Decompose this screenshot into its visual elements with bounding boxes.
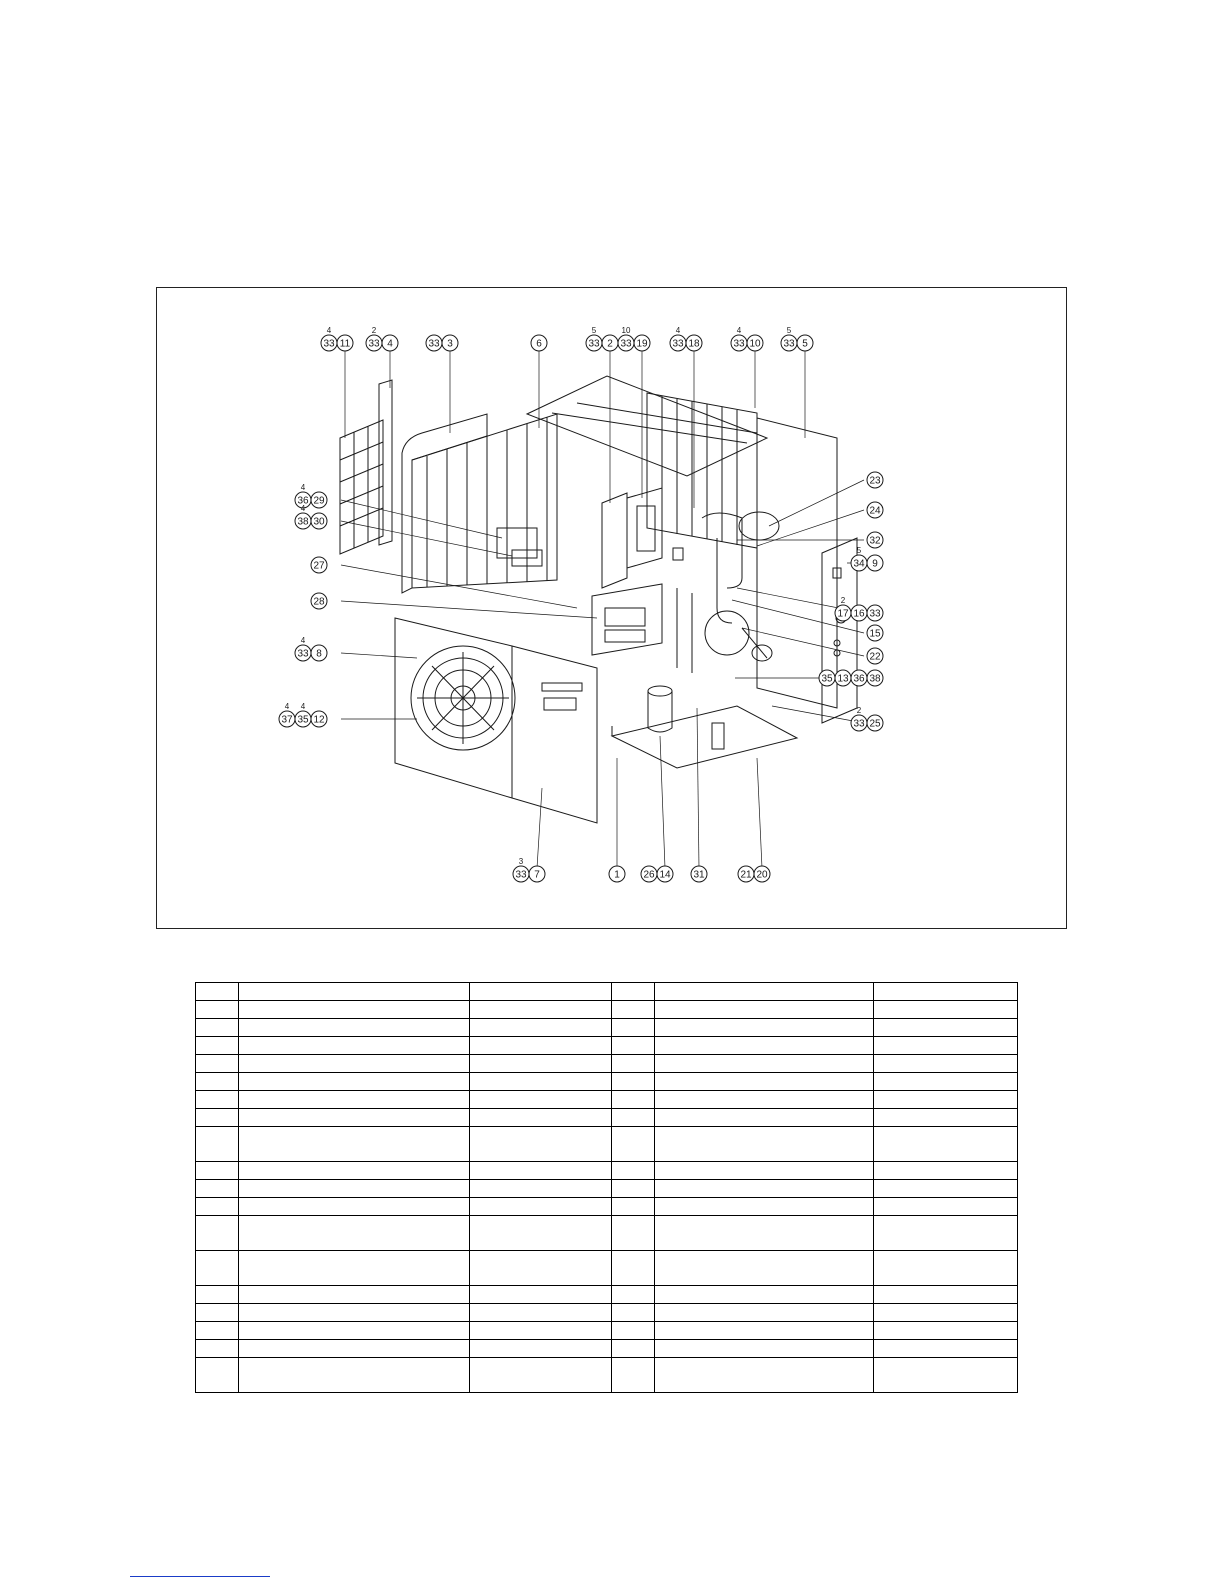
table-row: [196, 983, 1018, 1001]
callout-3-1-label: 3: [447, 338, 453, 350]
table-cell: [612, 1073, 655, 1091]
table-cell: [655, 1198, 874, 1216]
callout-12-0-label: 37: [281, 714, 293, 726]
callout-29-1-label: 29: [313, 495, 325, 507]
table-cell: [196, 1358, 239, 1393]
table-cell: [655, 1109, 874, 1127]
table-row: [196, 1037, 1018, 1055]
table-cell: [239, 1216, 470, 1251]
refrigerant-piping: [673, 512, 779, 673]
callout-8-0-label: 33: [297, 648, 309, 660]
front-access-panel: [512, 646, 597, 823]
table-row: [196, 1019, 1018, 1037]
table-cell: [239, 1037, 470, 1055]
table-cell: [655, 1037, 874, 1055]
table-cell: [874, 1216, 1018, 1251]
callout-9: [851, 546, 883, 571]
table-cell: [239, 1055, 470, 1073]
table-cell: [655, 1286, 874, 1304]
table-cell: [655, 1304, 874, 1322]
callout-29-0-label: 36: [297, 495, 309, 507]
callout-28: [311, 593, 327, 609]
table-cell: [874, 1251, 1018, 1286]
table-cell: [655, 1055, 874, 1073]
callout-13-3-label: 38: [869, 673, 881, 685]
callout-15: [867, 625, 883, 641]
table-cell: [874, 1286, 1018, 1304]
table-cell: [196, 1304, 239, 1322]
callout-5: [781, 326, 813, 351]
table-cell: [470, 1358, 612, 1393]
table-cell: [470, 1127, 612, 1162]
callout-31: [691, 866, 707, 882]
table-cell: [655, 1322, 874, 1340]
table-cell: [239, 1001, 470, 1019]
callout-29-0-qty: 4: [300, 483, 306, 492]
callout-1-0-label: 1: [614, 869, 620, 881]
table-cell: [655, 1340, 874, 1358]
callout-23-0-label: 23: [869, 475, 881, 487]
table-cell: [239, 1322, 470, 1340]
callout-16-0-label: 17: [837, 608, 849, 620]
callout-2-0-qty: 5: [591, 326, 597, 335]
table-row: [196, 1304, 1018, 1322]
table-row: [196, 1286, 1018, 1304]
table-cell: [612, 1091, 655, 1109]
table-cell: [612, 1358, 655, 1393]
callout-14-1-label: 14: [659, 869, 671, 881]
callout-25-0-label: 33: [853, 718, 865, 730]
callout-6: [531, 335, 547, 351]
callout-8-0-qty: 4: [300, 636, 306, 645]
callout-18: [670, 326, 702, 351]
table-cell: [874, 1001, 1018, 1019]
table-cell: [239, 1198, 470, 1216]
table-cell: [612, 1109, 655, 1127]
table-cell: [655, 1073, 874, 1091]
table-cell: [612, 1322, 655, 1340]
table-cell: [874, 1180, 1018, 1198]
table-cell: [239, 1127, 470, 1162]
table-cell: [874, 1091, 1018, 1109]
callout-10-1-label: 10: [749, 338, 761, 350]
callout-32-0-label: 32: [869, 535, 881, 547]
table-cell: [470, 1037, 612, 1055]
callout-16-1-label: 16: [853, 608, 865, 620]
table-row: [196, 1340, 1018, 1358]
table-cell: [470, 1286, 612, 1304]
callout-23: [867, 472, 883, 488]
callout-8: [295, 636, 327, 661]
table-cell: [470, 1304, 612, 1322]
table-cell: [239, 1162, 470, 1180]
callout-19: [618, 326, 650, 351]
table-cell: [239, 1180, 470, 1198]
table-row: [196, 1322, 1018, 1340]
table-cell: [612, 1001, 655, 1019]
table-cell: [196, 1198, 239, 1216]
table-cell: [196, 1216, 239, 1251]
callout-14-0-label: 26: [643, 869, 655, 881]
callout-1: [609, 866, 625, 882]
table-row: [196, 1109, 1018, 1127]
exploded-view-figure: [156, 287, 1067, 929]
table-cell: [196, 1019, 239, 1037]
callout-22-0-label: 22: [869, 651, 881, 663]
table-cell: [470, 1162, 612, 1180]
partition-plate: [602, 493, 627, 588]
callout-24: [867, 502, 883, 518]
callout-16-2-label: 33: [869, 608, 881, 620]
table-cell: [874, 1358, 1018, 1393]
callout-13-2-label: 36: [853, 673, 865, 685]
callout-13-1-label: 13: [837, 673, 849, 685]
callout-14: [641, 866, 673, 882]
table-cell: [196, 1127, 239, 1162]
table-cell: [655, 1216, 874, 1251]
table-cell: [874, 1198, 1018, 1216]
callout-3-0-label: 33: [428, 338, 440, 350]
callout-12: [279, 702, 327, 727]
table-cell: [874, 1322, 1018, 1340]
right-side-panel: [757, 418, 837, 708]
parts-list-table: [195, 982, 1018, 1393]
callout-12-1-qty: 4: [300, 702, 306, 711]
table-row: [196, 1216, 1018, 1251]
table-cell: [470, 1073, 612, 1091]
table-cell: [196, 1037, 239, 1055]
table-cell: [655, 1001, 874, 1019]
callout-5-0-label: 33: [783, 338, 795, 350]
table-cell: [612, 1251, 655, 1286]
table-cell: [239, 983, 470, 1001]
table-cell: [196, 1340, 239, 1358]
callout-3: [426, 335, 458, 351]
table-cell: [612, 983, 655, 1001]
table-row: [196, 1001, 1018, 1019]
callout-2-0-label: 33: [588, 338, 600, 350]
table-cell: [874, 1127, 1018, 1162]
table-cell: [196, 1091, 239, 1109]
table-cell: [874, 1162, 1018, 1180]
table-cell: [470, 1322, 612, 1340]
table-cell: [470, 1001, 612, 1019]
callout-30-0-label: 38: [297, 516, 309, 528]
table-row: [196, 1162, 1018, 1180]
callout-19-0-qty: 10: [621, 326, 631, 335]
callout-32: [867, 532, 883, 548]
table-cell: [655, 983, 874, 1001]
callout-11-0-label: 33: [323, 338, 335, 350]
table-cell: [196, 1322, 239, 1340]
table-cell: [239, 1358, 470, 1393]
table-cell: [196, 1162, 239, 1180]
table-row: [196, 1055, 1018, 1073]
rear-grille: [340, 420, 383, 554]
table-cell: [655, 1180, 874, 1198]
table-cell: [874, 1109, 1018, 1127]
table-row: [196, 1251, 1018, 1286]
table-cell: [874, 1073, 1018, 1091]
table-cell: [196, 1180, 239, 1198]
callout-13-0-label: 35: [821, 673, 833, 685]
table-cell: [470, 983, 612, 1001]
table-cell: [196, 1001, 239, 1019]
callout-13: [819, 670, 883, 686]
table-cell: [239, 1304, 470, 1322]
table-cell: [655, 1251, 874, 1286]
callout-25: [851, 706, 883, 731]
fan-motor-bracket: [497, 528, 542, 566]
table-cell: [470, 1109, 612, 1127]
table-cell: [874, 1019, 1018, 1037]
table-cell: [470, 1251, 612, 1286]
control-box: [592, 584, 662, 655]
accumulator: [648, 686, 672, 732]
callout-20: [738, 866, 770, 882]
base-pan: [612, 706, 797, 768]
table-cell: [470, 1091, 612, 1109]
table-cell: [874, 1055, 1018, 1073]
footer-link-underline[interactable]: [130, 1576, 270, 1577]
table-cell: [655, 1127, 874, 1162]
table-cell: [655, 1162, 874, 1180]
callout-4-1-label: 4: [387, 338, 393, 350]
callout-5-1-label: 5: [802, 338, 808, 350]
callout-18-0-qty: 4: [675, 326, 681, 335]
callout-6-0-label: 6: [536, 338, 542, 350]
table-cell: [196, 1251, 239, 1286]
table-cell: [239, 1109, 470, 1127]
callout-4-0-qty: 2: [371, 326, 377, 335]
callout-7-0-label: 33: [515, 869, 527, 881]
callout-27-0-label: 27: [313, 560, 325, 572]
table-cell: [612, 1286, 655, 1304]
table-cell: [612, 1127, 655, 1162]
table-row: [196, 1073, 1018, 1091]
callout-7: [513, 857, 545, 882]
callout-10-0-label: 33: [733, 338, 745, 350]
table-cell: [612, 1037, 655, 1055]
table-cell: [470, 1198, 612, 1216]
table-cell: [874, 1340, 1018, 1358]
callout-30-0-qty: 4: [300, 504, 306, 513]
callout-7-0-qty: 3: [518, 857, 524, 866]
callout-11-1-label: 11: [339, 338, 351, 350]
table-cell: [612, 1162, 655, 1180]
table-cell: [239, 1286, 470, 1304]
callout-2-1-label: 2: [607, 338, 613, 350]
table-cell: [470, 1019, 612, 1037]
callout-9-0-qty: 5: [856, 546, 862, 555]
table-cell: [470, 1216, 612, 1251]
leader-lines: [341, 350, 864, 868]
table-cell: [612, 1019, 655, 1037]
callout-19-0-label: 33: [620, 338, 632, 350]
table-cell: [196, 1109, 239, 1127]
callout-22: [867, 648, 883, 664]
table-cell: [655, 1358, 874, 1393]
callout-12-0-qty: 4: [284, 702, 290, 711]
callout-31-0-label: 31: [693, 869, 705, 881]
callout-15-0-label: 15: [869, 628, 881, 640]
table-cell: [196, 983, 239, 1001]
table-cell: [470, 1055, 612, 1073]
table-row: [196, 1358, 1018, 1393]
callout-11: [321, 326, 353, 351]
table-cell: [470, 1340, 612, 1358]
table-cell: [196, 1055, 239, 1073]
callout-30-1-label: 30: [313, 516, 325, 528]
table-cell: [874, 1037, 1018, 1055]
callout-25-0-qty: 2: [856, 706, 862, 715]
electrical-box: [627, 488, 662, 568]
callout-12-1-label: 35: [297, 714, 309, 726]
table-cell: [239, 1251, 470, 1286]
callout-9-1-label: 9: [872, 558, 878, 570]
callout-27: [311, 557, 327, 573]
exploded-view-drawing: [157, 288, 1068, 930]
table-row: [196, 1127, 1018, 1162]
callout-19-1-label: 19: [636, 338, 648, 350]
callout-9-0-label: 34: [853, 558, 865, 570]
table-cell: [612, 1198, 655, 1216]
table-cell: [655, 1019, 874, 1037]
callout-10-0-qty: 4: [736, 326, 742, 335]
table-cell: [612, 1216, 655, 1251]
callout-11-0-qty: 4: [326, 326, 332, 335]
callout-12-2-label: 12: [313, 714, 325, 726]
callout-20-0-label: 21: [740, 869, 752, 881]
callout-18-0-label: 33: [672, 338, 684, 350]
table-cell: [196, 1286, 239, 1304]
callout-28-0-label: 28: [313, 596, 325, 608]
table-cell: [239, 1340, 470, 1358]
callout-7-1-label: 7: [534, 869, 540, 881]
callout-4-0-label: 33: [368, 338, 380, 350]
table-cell: [239, 1091, 470, 1109]
table-cell: [874, 983, 1018, 1001]
callout-5-0-qty: 5: [786, 326, 792, 335]
table-cell: [612, 1055, 655, 1073]
table-cell: [874, 1304, 1018, 1322]
table-row: [196, 1180, 1018, 1198]
table-row: [196, 1198, 1018, 1216]
callout-16: [835, 596, 883, 621]
table-cell: [655, 1091, 874, 1109]
callout-25-1-label: 25: [869, 718, 881, 730]
table-cell: [612, 1180, 655, 1198]
table-cell: [196, 1073, 239, 1091]
callout-8-1-label: 8: [316, 648, 322, 660]
front-fan-panel: [395, 618, 515, 798]
callout-2: [586, 326, 618, 351]
callout-24-0-label: 24: [869, 505, 881, 517]
callout-16-0-qty: 2: [840, 596, 846, 605]
callout-4: [366, 326, 398, 351]
rear-panel: [647, 393, 757, 548]
table-cell: [239, 1019, 470, 1037]
callout-10: [731, 326, 763, 351]
table-cell: [239, 1073, 470, 1091]
table-row: [196, 1091, 1018, 1109]
callout-20-1-label: 20: [756, 869, 768, 881]
table-cell: [612, 1340, 655, 1358]
table-cell: [470, 1180, 612, 1198]
callout-18-1-label: 18: [688, 338, 700, 350]
table-cell: [612, 1304, 655, 1322]
side-rail: [379, 380, 392, 545]
